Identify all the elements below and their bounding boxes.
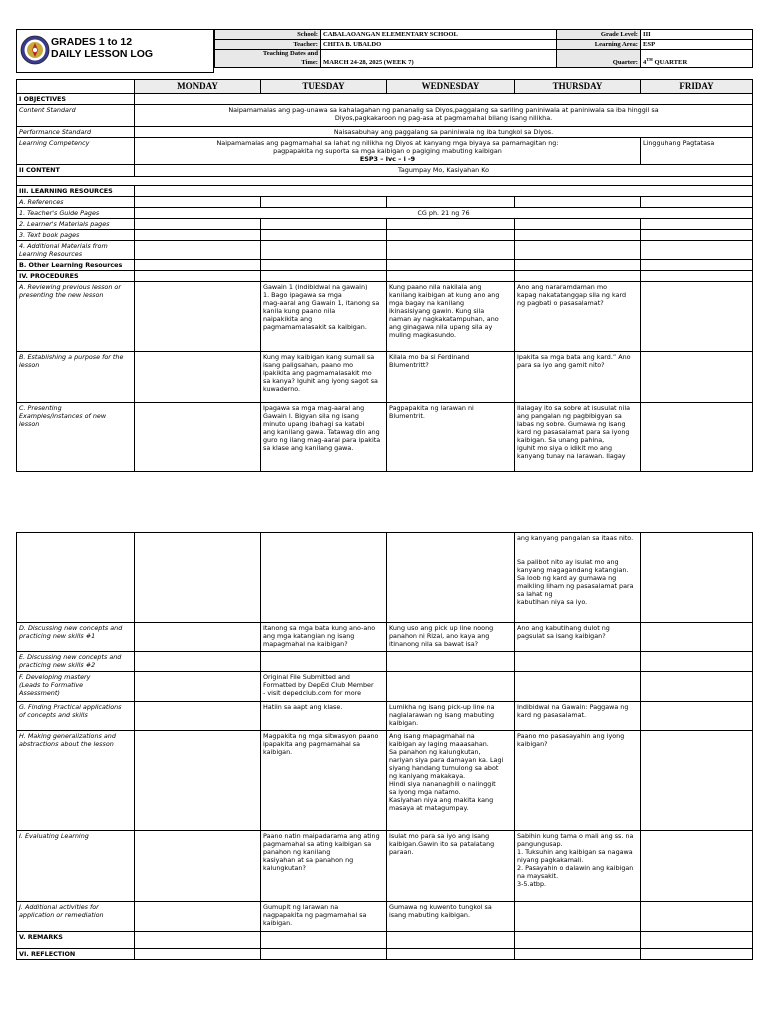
content-standard-text: Naipamamalas ang pag-unawa sa kahalagahan ng pananalig sa Diyos,paggalang sa sariling paniniwala at paniniwala sa iba hinggil sa Diyos,pagkakaroon ng pag-asa at pagmamahal bilang isang nilikha. [135,105,753,127]
generalizations-monday [135,731,261,831]
row-label-reflection: VI. REFLECTION [17,949,135,960]
objectives-empty [135,94,753,105]
reviewing-wednesday: Kung paano nila nakilala ang kanilang kaibigan at kung ano ang mga bagay na kanilang ikinasisiyang gawin. Kung sila naman ay nagkakatampuhan, ano ang ginagawa nila upang sila ay muling magkasundo. [387,282,515,352]
row-label-remarks: V. REMARKS [17,932,135,949]
reviewing-monday [135,282,261,352]
row-label-other-resources: B. Other Learning Resources [17,260,135,271]
teaching-dates-value: MARCH 24-28, 2025 (WEEK 7) [321,50,557,68]
additional-monday [135,902,261,932]
presenting-thursday: Ilalagay ito sa sobre at isusulat nila ang pangalan ng pagbibigyan sa labas ng sobre. Gumawa ng isang kard ng pasasalamat para sa iyong kaibigan. Sa unang pahina, iguhit mo siya o idikit mo ang kanyang tunay na larawan. Ilagay [515,403,641,472]
lesson-grid-page-2 [16,532,753,960]
discussing-1-wednesday: Kung uso ang pick up line noong panahon ni Rizal, ano kaya ang itinanong nila sa bawat isa? [387,623,515,652]
row-label-discussing-2: E. Discussing new concepts and practicing new skills #2 [17,652,135,672]
evaluating-wednesday: Isulat mo para sa iyo ang isang kaibigan.Gawin ito sa patalatang paraan. [387,831,515,902]
competency-cell [135,138,641,165]
row-label-purpose: B. Establishing a purpose for the lesson [17,352,135,403]
grade-level-label: Grade Level: [557,30,641,40]
spacer-row [17,177,753,186]
row-label-applications: G. Finding Practical applications of concepts and skills [17,702,135,731]
row-label-references: A. References [17,197,135,208]
lesson-log-header [16,29,752,73]
teacher-label: Teacher: [215,40,321,50]
header-info-table [214,29,753,68]
discussing-1-friday [641,623,753,652]
day-header-monday: MONDAY [135,80,261,94]
mastery-tuesday: Original File Submitted and Formatted by DepEd Club Member - visit depedclub.com for more [261,672,387,702]
evaluating-thursday: Sabihin kung tama o mali ang ss. na pangungusap. 1. Tuksuhin ang kaibigan sa nagawa niyang pagkakamali. 2. Pasayahin o dalawin ang kaibigan na maysakit. 3-5.atbp. [515,831,641,902]
learning-area-label: Learning Area: [557,40,641,50]
competency-code: ESP3 – Ivc – i -9 [359,155,416,163]
teaching-dates-label: Teaching Dates and Time: [215,50,321,68]
applications-wednesday: Lumikha ng isang pick-up line na naglalarawan ng isang mabuting kaibigan. [387,702,515,731]
purpose-wednesday: Kilala mo ba si Ferdinand Blumentritt? [387,352,515,403]
school-label: School: [215,30,321,40]
performance-standard-text: Naisasabuhay ang paggalang sa paniniwala ng iba tungkol sa Diyos. [135,127,753,138]
generalizations-friday [641,731,753,831]
row-label-competency: Learning Competency [17,138,135,165]
discussing-1-tuesday: Itanong sa mga bata kung ano-ano ang mga katangian ng isang mapagmahal na kaibigan? [261,623,387,652]
row-label-discussing-1: D. Discussing new concepts and practicing new skills #1 [17,623,135,652]
discussing-1-thursday: Ano ang kabutihang dulot ng pagsulat sa isang kaibigan? [515,623,641,652]
evaluating-monday [135,831,261,902]
presenting-friday [641,403,753,472]
discussing-1-monday [135,623,261,652]
learning-area-value: ESP [641,40,753,50]
row-label-evaluating: I. Evaluating Learning [17,831,135,902]
competency-text: Naipamamalas ang pagmamahal sa lahat ng nilikha ng Diyos at kanyang mga biyaya sa pamamagitan ng: pagpapakita ng suporta sa mga kaibigan o pagiging mabuting kaibigan [216,139,559,155]
document-title: GRADES 1 to 12 DAILY LESSON LOG [51,36,154,60]
purpose-thursday: Ipakita sa mga bata ang kard.” Ano para sa iyo ang gamit nito? [515,352,641,403]
teacher-value: CHITA B. UBALDO [321,40,557,50]
generalizations-thursday: Paano mo pasasayahin ang iyong kaibigan? [515,731,641,831]
quarter-value: 4TH QUARTER [641,50,753,68]
day-header-thursday: THURSDAY [515,80,641,94]
teachers-guide-text: CG ph. 21 ng 76 [135,208,753,219]
row-label-objectives: I OBJECTIVES [17,94,135,105]
purpose-monday [135,352,261,403]
applications-friday [641,702,753,731]
generalizations-tuesday: Magpakita ng mga sitwasyon paano ipapakita ang pagmamahal sa kaibigan. [261,731,387,831]
day-header-tuesday: TUESDAY [261,80,387,94]
row-label-resources: III. LEARNING RESOURCES [17,186,135,197]
purpose-friday [641,352,753,403]
logo-title-box [16,29,214,73]
resources-empty [135,186,753,197]
evaluating-tuesday: Paano natin maipadarama ang ating pagmamahal sa ating kaibigan sa panahon ng kanilang kasiyahan at sa panahon ng kalungkutan? [261,831,387,902]
row-label-reviewing: A. Reviewing previous lesson or presenting the new lesson [17,282,135,352]
continuation-label [17,533,135,623]
corner-cell [17,80,135,94]
reviewing-tuesday: Gawain 1 (Indibidwal na gawain) 1. Bago ipagawa sa mga mag-aaral ang Gawain 1, itanong sa kanila kung paano nila naipakikita ang pagmamamalasakit sa kaibigan. [261,282,387,352]
quarter-label: Quarter: [557,50,641,68]
applications-tuesday: Hatiin sa aapt ang klase. [261,702,387,731]
row-label-content: II CONTENT [17,165,135,177]
row-label-content-standard: Content Standard [17,105,135,127]
presenting-tuesday: Ipagawa sa mga mag-aaral ang Gawain I. Bigyan sila ng isang minuto upang ibahagi sa katabi ang kanilang gawa. Tatawag din ang guro ng ilang mag-aaral para ipakita sa klase ang kanilang gawa. [261,403,387,472]
generalizations-wednesday: Ang isang mapagmahal na kaibigan ay laging maaasahan. Sa panahon ng kalungkutan, nariyan siya para damayan ka. Lagi siyang handang tumulong sa abot ng kaniyang makakaya. Hindi siya nananaghili o naiinggit sa iyong mga natamo. Kasiyahan niya ang makita kang masaya at matagumpay. [387,731,515,831]
applications-monday [135,702,261,731]
row-label-learners-materials: 2. Learner's Materials pages [17,219,135,230]
applications-thursday: Indibidwal na Gawain: Paggawa ng kard ng pasasalamat. [515,702,641,731]
grade-level-value: III [641,30,753,40]
additional-wednesday: Gumawa ng kuwento tungkol sa isang mabuting kaibigan. [387,902,515,932]
row-label-additional-materials: 4. Additional Materials from Learning Resources [17,241,135,260]
row-label-textbook: 3. Text book pages [17,230,135,241]
content-text: Tagumpay Mo, Kasiyahan Ko [135,165,753,177]
row-label-mastery: F. Developing mastery (Leads to Formative Assessment) [17,672,135,702]
day-header-wednesday: WEDNESDAY [387,80,515,94]
additional-tuesday: Gumupit ng larawan na nagpapakita ng pagmamahal sa kaibigan. [261,902,387,932]
row-label-procedures: IV. PROCEDURES [17,271,135,282]
reviewing-friday [641,282,753,352]
row-label-additional-activities: J. Additional activities for application or remediation [17,902,135,932]
row-label-generalizations: H. Making generalizations and abstractions about the lesson [17,731,135,831]
evaluating-friday [641,831,753,902]
row-label-presenting: C. Presenting Examples/instances of new lesson [17,403,135,472]
row-label-teachers-guide: 1. Teacher's Guide Pages [17,208,135,219]
deped-seal-icon [20,35,50,65]
purpose-tuesday: Kung may kaibigan kang sumali sa isang paligsahan, paano mo ipakikita ang pagmamalasakit mo sa kanya? Iguhit ang iyong sagot sa kuwaderno. [261,352,387,403]
presenting-wednesday: Pagpapakita ng larawan ni Blumentrit. [387,403,515,472]
competency-friday: Lingguhang Pagtatasa [641,138,753,165]
row-label-performance-standard: Performance Standard [17,127,135,138]
day-header-friday: FRIDAY [641,80,753,94]
reviewing-thursday: Ano ang nararamdaman mo kapag nakatatanggap sila ng kard ng pagbati o pasasalamat? [515,282,641,352]
presenting-monday [135,403,261,472]
lesson-grid-page-1 [16,79,753,472]
school-value: CABALAOANGAN ELEMENTARY SCHOOL [321,30,557,40]
continuation-thursday: ang kanyang pangalan sa itaas nito. Sa palibot nito ay isulat mo ang kanyang magagandang katangian. Sa loob ng kard ay gumawa ng maikling liham ng pasasalamat para sa lahat ng kabutihan niya sa iyo. [515,533,641,623]
mastery-monday [135,672,261,702]
